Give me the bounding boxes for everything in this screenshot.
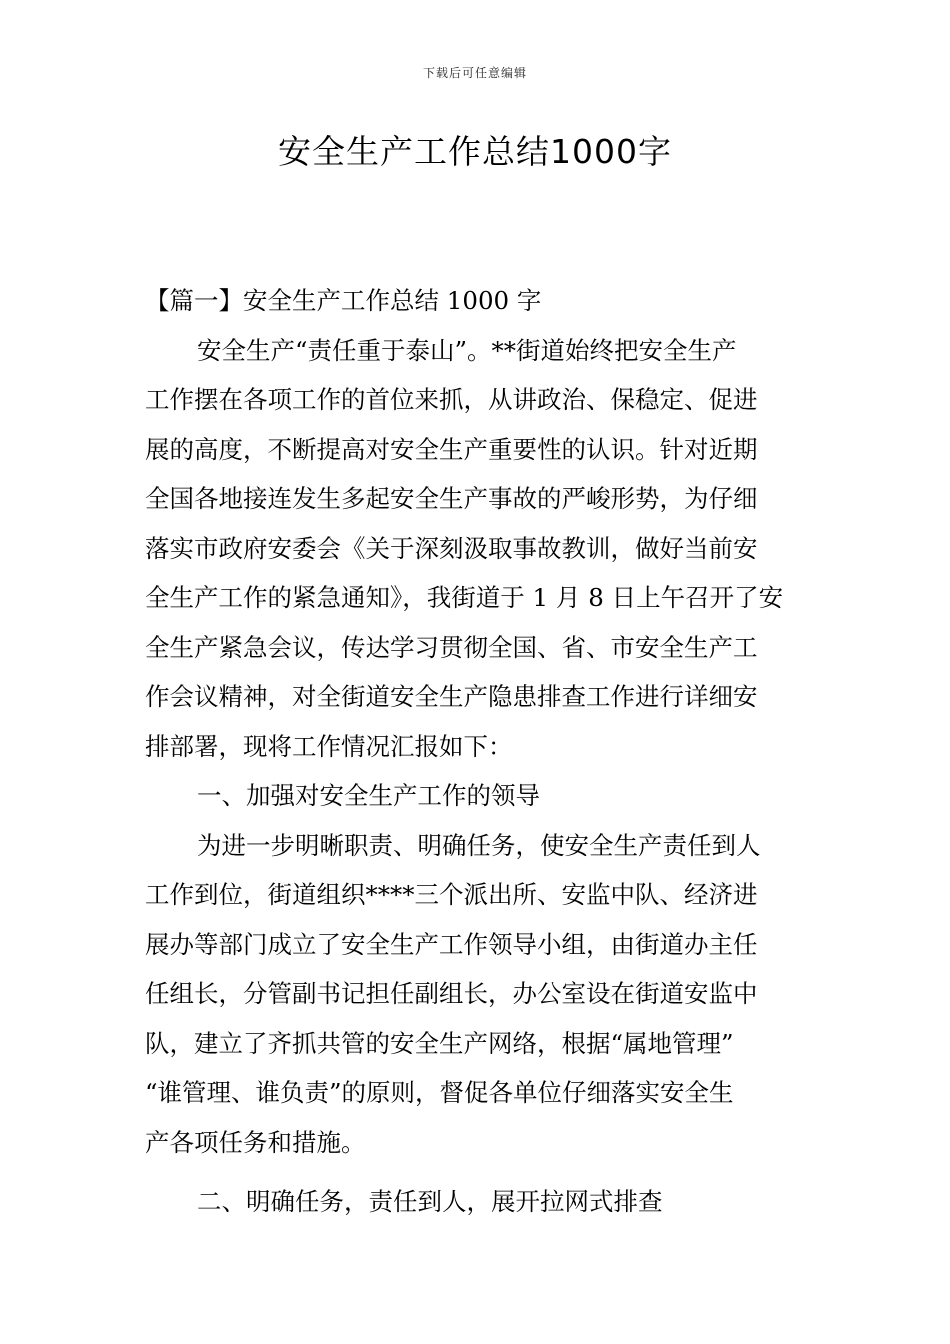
paragraph-line: 安全生产“责任重于泰山”。**街道始终把安全生产 xyxy=(197,335,737,365)
paragraph-line: 落实市政府安委会《关于深刻汲取事故教训，做好当前安 xyxy=(145,533,758,563)
paragraph-line: 展办等部门成立了安全生产工作领导小组，由街道办主任 xyxy=(145,929,758,959)
subheading-two: 二、明确任务，责任到人，展开拉网式排查 xyxy=(197,1187,663,1216)
paragraph-line: 全生产紧急会议，传达学习贯彻全国、省、市安全生产工 xyxy=(145,632,758,662)
paragraph-line: 任组长，分管副书记担任副组长，办公室设在街道安监中 xyxy=(145,979,758,1008)
paragraph-line: 作会议精神，对全街道安全生产隐患排查工作进行详细安 xyxy=(145,682,758,711)
section-heading-part-one: 【篇一】安全生产工作总结 1000 字 xyxy=(145,286,542,315)
document-title: 安全生产工作总结1000字 xyxy=(278,132,672,171)
paragraph-line: 产各项任务和措施。 xyxy=(145,1127,366,1157)
paragraph-line: 全生产工作的紧急通知》，我街道于 1 月 8 日上午召开了安 xyxy=(145,583,784,612)
paragraph-line: 队，建立了齐抓共管的安全生产网络，根据“属地管理” xyxy=(145,1028,734,1058)
paragraph-line: 工作到位，街道组织****三个派出所、安监中队、经济进 xyxy=(145,880,758,909)
paragraph-line: 排部署，现将工作情况汇报如下： xyxy=(145,731,513,761)
paragraph-line: “谁管理、谁负责”的原则，督促各单位仔细落实安全生 xyxy=(145,1078,734,1107)
paragraph-line: 展的高度，不断提高对安全生产重要性的认识。针对近期 xyxy=(145,434,758,464)
paragraph-gap xyxy=(145,1167,810,1177)
subheading-one: 一、加强对安全生产工作的领导 xyxy=(197,781,540,810)
header-note: 下载后可任意编辑 xyxy=(422,66,527,80)
document-body xyxy=(145,276,810,1227)
paragraph-line: 工作摆在各项工作的首位来抓，从讲政治、保稳定、促进 xyxy=(145,385,758,414)
paragraph-line: 为进一步明晰职责、明确任务，使安全生产责任到人 xyxy=(197,830,761,860)
paragraph-line: 全国各地接连发生多起安全生产事故的严峻形势，为仔细 xyxy=(145,484,758,513)
